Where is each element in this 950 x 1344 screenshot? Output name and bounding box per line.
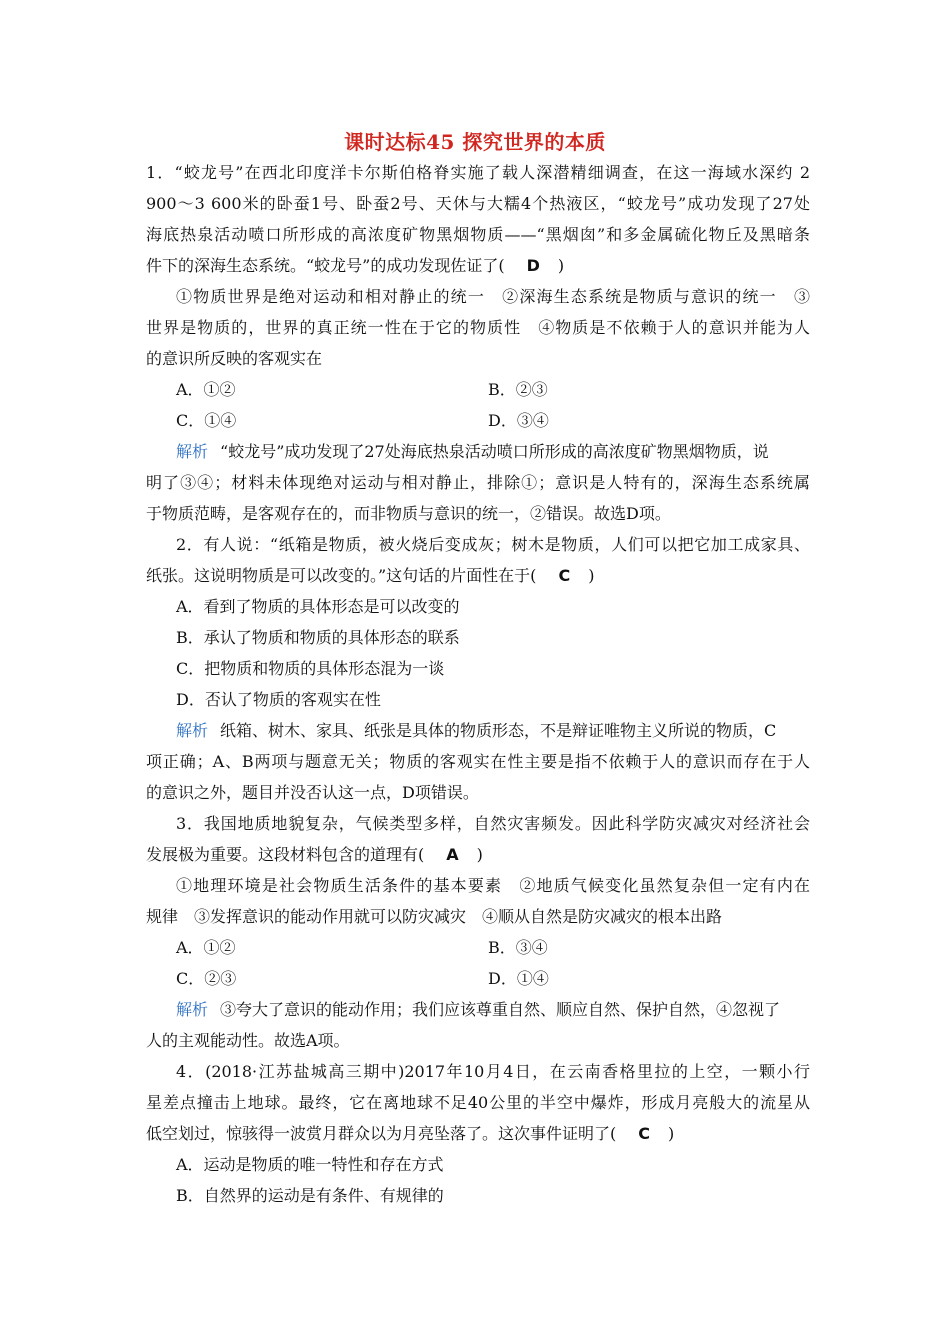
q1-statement-line-2: 世界是物质的，世界的真正统一性在于它的物质性 ④物质是不依赖于人的意识并能为人 [146, 318, 810, 337]
q4-close-paren: ) [668, 1124, 675, 1143]
q2-stem-line-2 [146, 560, 810, 591]
q1-analysis-tag: 解析 [176, 442, 209, 461]
q1-option-d: D．③④ [488, 411, 549, 430]
q2-option-a: A．看到了物质的具体形态是可以改变的 [176, 597, 460, 616]
q2-analysis-line-3: 的意识之外，题目并没否认这一点，D项错误。 [146, 783, 479, 802]
q4-stem-line-2: 星差点撞击上地球。最终，它在离地球不足40公里的半空中爆炸，形成月亮般大的流星从 [146, 1093, 810, 1112]
q1-statement-line-1: ①物质世界是绝对运动和相对静止的统一 ②深海生态系统是物质与意识的统一 ③ [176, 287, 810, 306]
q3-analysis-line-2: 人的主观能动性。故选A项。 [146, 1031, 350, 1050]
page-title: 课时达标45 探究世界的本质 [344, 130, 606, 154]
q1-stem-line-4 [146, 250, 810, 281]
q3-option-a: A．①② [176, 938, 236, 957]
q2-stem-line-1: 2．有人说：“纸箱是物质，被火烧后变成灰；树木是物质，人们可以把它加工成家具、 [176, 535, 810, 554]
q2-analysis-line-1 [176, 715, 810, 746]
q3-option-d: D．①④ [488, 969, 549, 988]
q2-analysis-tag: 解析 [176, 721, 209, 740]
q4-option-a: A．运动是物质的唯一特性和存在方式 [176, 1155, 444, 1174]
q4-answer: C [638, 1124, 650, 1143]
q1-statement-line-3: 的意识所反映的客观实在 [146, 349, 323, 368]
q1-option-c: C．①④ [176, 411, 237, 430]
q2-answer: C [558, 566, 571, 585]
q3-statement-line-2: 规律 ③发挥意识的能动作用就可以防灾减灾 ④顺从自然是防灾减灾的根本出路 [146, 907, 723, 926]
q4-stem-line-1: 4．(2018·江苏盐城高三期中)2017年10月4日，在云南香格里拉的上空，一颗小行 [176, 1062, 810, 1081]
q3-stem-text: 发展极为重要。这段材料包含的道理有( [146, 845, 425, 864]
q2-analysis-text-1: 纸箱、树木、家具、纸张是具体的物质形态，不是辩证唯物主义所说的物质，C [220, 721, 777, 740]
q3-statement-line-1: ①地理环境是社会物质生活条件的基本要素 ②地质气候变化虽然复杂但一定有内在 [176, 876, 810, 895]
q1-analysis-line-1 [176, 436, 810, 467]
q1-stem-line-3: 海底热泉活动喷口所形成的高浓度矿物黑烟物质——“黑烟囱”和多金属硫化物丘及黑暗条 [146, 225, 810, 244]
q3-stem-line-1: 3．我国地质地貌复杂，气候类型多样，自然灾害频发。因此科学防灾减灾对经济社会 [176, 814, 810, 833]
q4-stem-text: 低空划过，惊骇得一波赏月群众以为月亮坠落了。这次事件证明了( [146, 1124, 617, 1143]
q1-analysis-text-1: “蛟龙号”成功发现了27处海底热泉活动喷口所形成的高浓度矿物黑烟物质，说 [220, 442, 769, 461]
q4-stem-line-3 [146, 1118, 810, 1149]
q1-stem-line-1: 1．“蛟龙号”在西北印度洋卡尔斯伯格脊实施了载人深潜精细调查，在这一海域水深约 2 [146, 163, 810, 182]
q1-option-a: A．①② [176, 380, 236, 399]
q1-close-paren: ) [557, 256, 565, 275]
q3-analysis-line-1 [176, 994, 810, 1025]
q3-stem-line-2 [146, 839, 810, 870]
q3-analysis-tag: 解析 [176, 1000, 209, 1019]
q4-option-b: B．自然界的运动是有条件、有规律的 [176, 1186, 444, 1205]
q2-analysis-line-2: 项正确；A、B两项与题意无关；物质的客观实在性主要是指不依赖于人的意识而存在于人 [146, 752, 810, 771]
q3-analysis-text-1: ③夸大了意识的能动作用；我们应该尊重自然、顺应自然、保护自然，④忽视了 [220, 1000, 781, 1019]
q2-option-b: B．承认了物质和物质的具体形态的联系 [176, 628, 460, 647]
q1-stem-text: 件下的深海生态系统。“蛟龙号”的成功发现佐证了( [146, 256, 505, 275]
q1-analysis-line-3: 于物质范畴，是客观存在的，而非物质与意识的统一，②错误。故选D项。 [146, 504, 671, 523]
q3-answer: A [446, 845, 459, 864]
q3-close-paren: ) [476, 845, 483, 864]
q1-analysis-line-2: 明了③④；材料未体现绝对运动与相对静止，排除①；意识是人特有的，深海生态系统属 [146, 473, 810, 492]
q3-option-c: C．②③ [176, 969, 237, 988]
q2-option-d: D．否认了物质的客观实在性 [176, 690, 381, 709]
q2-close-paren: ) [588, 566, 595, 585]
q2-option-c: C．把物质和物质的具体形态混为一谈 [176, 659, 445, 678]
q1-answer: D [526, 256, 540, 275]
q1-option-b: B．②③ [488, 380, 548, 399]
q3-option-b: B．③④ [488, 938, 548, 957]
q2-stem-text: 纸张。这说明物质是可以改变的。”这句话的片面性在于( [146, 566, 537, 585]
q1-stem-line-2: 900～3 600米的卧蚕1号、卧蚕2号、天休与大糯4个热液区，“蛟龙号”成功发现了27处 [146, 194, 810, 213]
